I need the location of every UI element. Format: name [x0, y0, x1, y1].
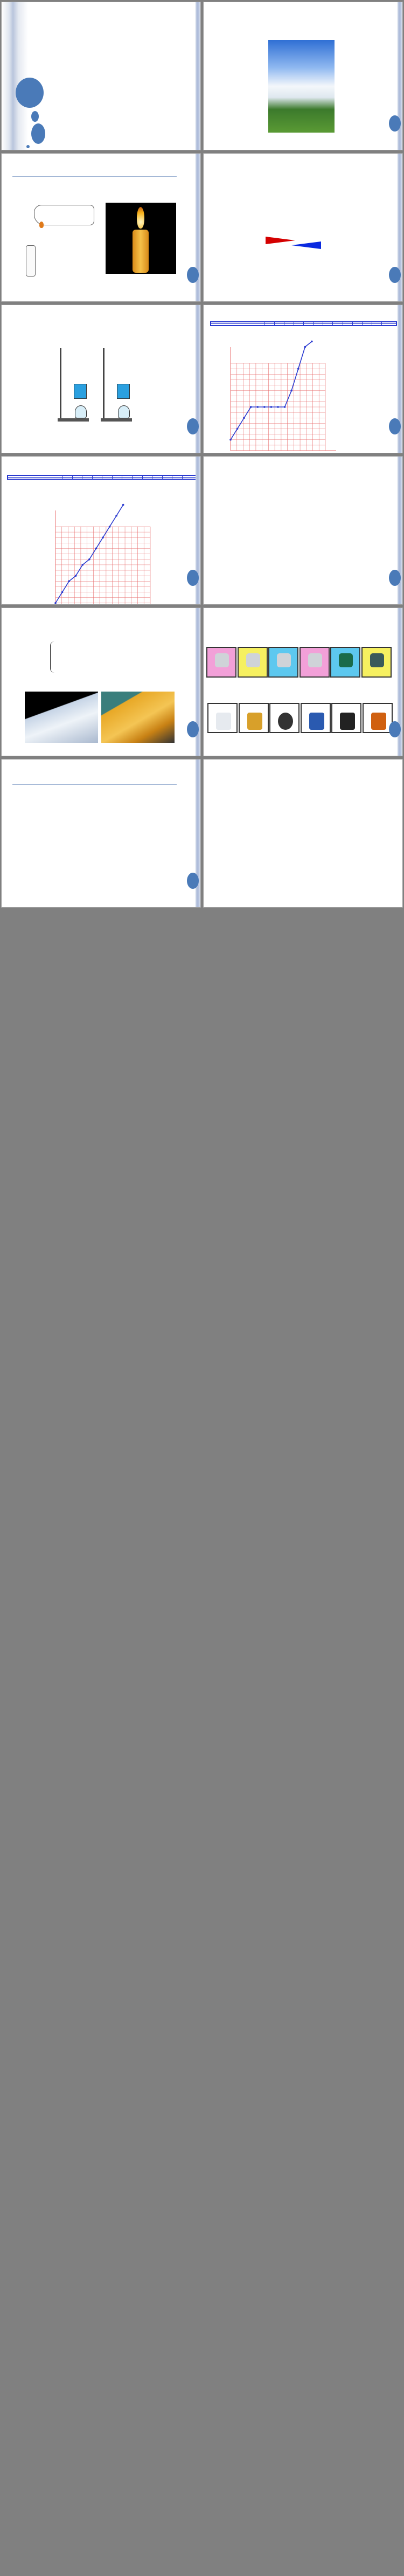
decor-circle	[26, 145, 30, 148]
decor-circle	[31, 123, 45, 144]
decor-circle	[187, 570, 199, 586]
data-point	[243, 417, 245, 419]
data-point	[290, 390, 292, 392]
amorphous-card	[301, 703, 331, 733]
data-point	[256, 406, 259, 408]
amorphous-photo	[278, 713, 293, 730]
table-cell	[102, 478, 113, 480]
alcohol-lamp	[75, 405, 87, 418]
decor-circle	[187, 721, 199, 737]
data-point	[250, 406, 252, 408]
data-point	[304, 346, 306, 348]
data-point	[68, 580, 70, 582]
table-cell	[362, 324, 372, 326]
slide-crystal-amorphous	[1, 607, 201, 756]
table-cell	[352, 324, 362, 326]
table-cell	[122, 478, 133, 480]
data-point	[115, 515, 117, 517]
crystal-card	[268, 647, 298, 678]
white-candle-image	[26, 245, 36, 277]
title-divider	[12, 176, 177, 177]
data-point	[229, 439, 232, 441]
slide-hypo-table	[203, 305, 403, 453]
data-point	[88, 558, 90, 561]
data-point	[95, 548, 97, 550]
amorphous-photo	[216, 713, 231, 730]
data-point	[263, 406, 266, 408]
table-cell	[172, 478, 183, 480]
table-cell	[303, 324, 313, 326]
snow-mountain-image	[268, 40, 335, 133]
table-cell	[284, 324, 294, 326]
table-cell	[294, 324, 303, 326]
table-cell	[382, 324, 396, 326]
decor-circle	[187, 267, 199, 283]
table-cell	[323, 324, 333, 326]
row-label	[211, 324, 264, 326]
rosin-image	[101, 692, 175, 743]
crystal-photo	[246, 653, 260, 667]
stand-base	[101, 418, 132, 422]
stand-base	[58, 418, 89, 422]
crystal-card	[238, 647, 268, 678]
melting-chart	[204, 343, 398, 451]
decor-circle	[187, 873, 199, 889]
amorphous-card	[331, 703, 361, 733]
crystal-card	[361, 647, 392, 678]
decor-circle	[389, 418, 401, 434]
burning-candle-image	[106, 203, 176, 274]
data-point	[81, 564, 83, 566]
slide-activity	[1, 153, 201, 302]
table-cell	[264, 324, 274, 326]
table-cell	[92, 478, 102, 480]
decor-circle	[389, 721, 401, 737]
table-cell	[112, 478, 122, 480]
table-cell	[133, 478, 143, 480]
slide-intro	[203, 2, 403, 150]
slide-melting-point	[1, 759, 201, 908]
table-cell	[372, 324, 382, 326]
alcohol-lamp	[118, 405, 130, 418]
table-cell	[82, 478, 93, 480]
decor-circle	[389, 267, 401, 283]
data-point	[236, 428, 239, 430]
slide-discussion	[203, 456, 403, 605]
slide-border-stripe	[196, 2, 200, 150]
table-cell	[152, 478, 163, 480]
apparatus-stand	[103, 348, 105, 418]
match-flame-icon	[39, 222, 44, 228]
record-table	[7, 475, 198, 480]
table-cell	[274, 324, 284, 326]
beaker	[117, 384, 130, 399]
crystal-card	[330, 647, 360, 678]
data-point	[75, 575, 77, 577]
arrow-right-icon	[266, 237, 295, 244]
amorphous-card	[207, 703, 238, 733]
amorphous-photo	[340, 713, 355, 730]
table-row	[8, 478, 197, 480]
slide-melting-freezing	[203, 153, 403, 302]
data-point	[277, 406, 279, 408]
data-point	[61, 591, 64, 593]
crystal-photo	[370, 653, 384, 667]
data-point	[102, 536, 104, 538]
table-cell	[72, 478, 82, 480]
amorphous-card	[269, 703, 299, 733]
table-cell	[343, 324, 352, 326]
decor-circle	[31, 111, 39, 122]
decor-circle	[389, 115, 401, 132]
slide-title	[1, 2, 201, 150]
data-point	[270, 406, 273, 408]
data-point	[297, 368, 299, 370]
melting-chart	[29, 507, 190, 605]
decor-circle	[16, 78, 44, 108]
ice-image	[25, 692, 98, 743]
decor-circle	[187, 418, 199, 434]
amorphous-card	[239, 703, 269, 733]
arrow-left-icon	[291, 241, 321, 249]
amorphous-card	[363, 703, 393, 733]
amorphous-photo	[247, 713, 262, 730]
slide-common-crystals	[203, 607, 403, 756]
table-cell	[162, 478, 172, 480]
crystal-photo	[277, 653, 291, 667]
record-table	[210, 321, 397, 326]
brace-icon	[50, 641, 54, 673]
row-label	[8, 478, 62, 480]
data-point	[109, 526, 111, 528]
table-cell	[314, 324, 323, 326]
slide-experiment	[1, 305, 201, 453]
table-cell	[142, 478, 152, 480]
data-point	[311, 341, 313, 343]
table-cell	[182, 478, 197, 480]
apparatus-stand	[60, 348, 61, 418]
table-cell	[62, 478, 73, 480]
data-point	[54, 602, 57, 604]
crystal-card	[299, 647, 330, 678]
beaker	[74, 384, 87, 399]
table-row	[211, 324, 396, 326]
amorphous-photo	[309, 713, 324, 730]
crystal-photo	[308, 653, 322, 667]
crystal-card	[206, 647, 236, 678]
data-point	[284, 406, 286, 408]
title-divider	[12, 784, 177, 785]
slide-melting-point-table	[203, 759, 403, 908]
slide-beeswax-table	[1, 456, 201, 605]
crystal-photo	[339, 653, 353, 667]
decor-circle	[389, 570, 401, 586]
data-point	[122, 504, 124, 506]
crystal-photo	[215, 653, 229, 667]
table-cell	[333, 324, 343, 326]
amorphous-photo	[371, 713, 386, 730]
